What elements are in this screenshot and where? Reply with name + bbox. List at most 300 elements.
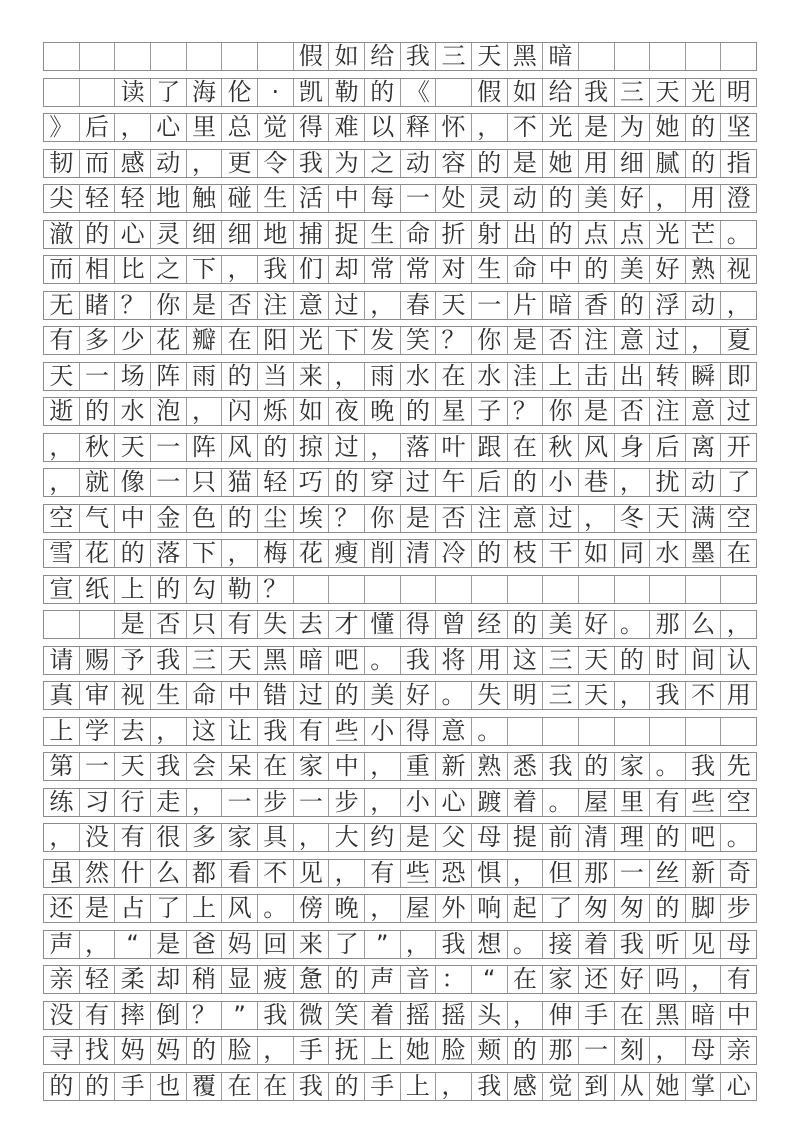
grid-cell-character: 踱 [471,789,507,816]
grid-cell-character: 但 [542,860,578,887]
grid-cell-character: 过 [542,505,578,532]
grid-cell-character: 步 [720,895,756,922]
grid-cell-character: 勾 [186,576,222,603]
grid-cell-character: 审 [79,682,115,709]
grid-cell-character: 风 [578,434,614,461]
grid-cell-character: 新 [435,753,471,780]
grid-cell-character: 手 [293,1037,329,1064]
grid-cell-character: 我 [257,718,293,745]
grid-cell-character: 好 [400,682,436,709]
grid-cell-empty [542,576,578,603]
grid-cell-character: 丝 [649,860,685,887]
grid-cell-character: 前 [542,824,578,851]
grid-cell-character: 在 [614,1002,650,1029]
grid-cell-character: 见 [685,931,721,958]
grid-cell-character: 是 [150,931,186,958]
grid-cell-character: 我 [614,931,650,958]
grid-cell-character: 笑 [400,327,436,354]
grid-cell-character: 一 [79,363,115,390]
grid-cell-character: 指 [720,150,756,177]
grid-cell-character: 一 [221,789,257,816]
grid-cell-character: 三 [542,647,578,674]
grid-cell-character: 着 [578,931,614,958]
grid-cell-character: 点 [578,221,614,248]
grid-cell-character: 得 [293,114,329,141]
grid-cell-character: 的 [471,540,507,567]
grid-cell-character: 细 [614,150,650,177]
grid-cell-character: ， [364,434,400,461]
grid-cell-character: 你 [364,505,400,532]
grid-cell-character: 妈 [114,1037,150,1064]
manuscript-row [43,575,757,604]
grid-cell-character: 步 [328,789,364,816]
grid-cell-character: 是 [400,824,436,851]
manuscript-row [43,1036,757,1065]
grid-cell-character: 视 [720,256,756,283]
grid-cell-character: 更 [221,150,257,177]
grid-cell-character: ， [186,398,222,425]
grid-cell-character: 过 [328,292,364,319]
grid-cell-character: 步 [257,789,293,816]
grid-cell-character: 心 [114,221,150,248]
grid-cell-character: 接 [542,931,578,958]
grid-cell-character: 对 [435,256,471,283]
grid-cell-character: 的 [400,398,436,425]
grid-cell-character: 身 [614,434,650,461]
grid-cell-character: 将 [435,647,471,674]
grid-cell-character: ？ [507,398,543,425]
grid-cell-character: 认 [720,647,756,674]
grid-cell-character: 光 [649,221,685,248]
grid-cell-empty [400,576,436,603]
grid-cell-character: 没 [49,1001,74,1029]
manuscript-row [43,362,757,391]
grid-cell-character: 水 [649,540,685,567]
grid-cell-character: 显 [221,966,257,993]
grid-cell-character: ， [49,469,74,496]
grid-cell-character: 有 [221,611,257,638]
grid-cell-character: 的 [578,256,614,283]
grid-cell-character: 声 [49,930,74,958]
grid-cell-empty [328,576,364,603]
grid-cell-character: 疲 [257,966,293,993]
grid-cell-character: 具 [257,824,293,851]
grid-cell-character: 瓣 [186,327,222,354]
grid-cell-character: 错 [257,682,293,709]
grid-cell-character: 的 [542,185,578,212]
grid-cell-character: 注 [578,327,614,354]
grid-cell-character: 空 [720,789,756,816]
grid-cell-character: 香 [578,292,614,319]
grid-cell-character: ， [150,718,186,745]
manuscript-row [43,504,757,533]
grid-cell-character: 意 [685,398,721,425]
grid-cell-character: 上 [542,363,578,390]
grid-cell-character: 伸 [542,1002,578,1029]
grid-cell-character: 天 [114,753,150,780]
grid-cell-character: 那 [578,860,614,887]
grid-cell-character: 天 [49,362,74,390]
grid-cell-character: 笑 [328,1002,364,1029]
grid-cell-character: 我 [435,931,471,958]
grid-cell-character: 熟 [685,256,721,283]
grid-cell-character: 一 [293,789,329,816]
grid-cell-character: 同 [614,540,650,567]
grid-cell-character: 些 [685,789,721,816]
grid-cell-character: 瘦 [328,540,364,567]
grid-cell-character: 恐 [435,860,471,887]
grid-cell-character: 家 [293,753,329,780]
grid-cell-character: 中 [328,185,364,212]
grid-cell-character: ， [221,540,257,567]
grid-cell-character: 秋 [79,434,115,461]
grid-cell-character: 多 [79,327,115,354]
grid-cell-character: 中 [114,505,150,532]
grid-cell-character: 相 [79,256,115,283]
grid-cell-character: 声 [364,966,400,993]
grid-cell-character: 心 [150,114,186,141]
grid-cell-character: 你 [150,292,186,319]
grid-cell-character: 逝 [49,398,74,425]
grid-cell-character: 的 [614,647,650,674]
grid-cell-character: 否 [614,398,650,425]
grid-cell-empty [79,79,115,106]
grid-cell-character: 里 [614,789,650,816]
grid-cell-character: 勒 [221,576,257,603]
grid-cell-character: 就 [79,469,115,496]
grid-cell-character: 睹 [79,292,115,319]
grid-cell-character: 刻 [614,1037,650,1064]
grid-cell-character: 脸 [435,1037,471,1064]
grid-cell-character: 的 [79,1073,115,1100]
grid-cell-character: 过 [720,398,756,425]
grid-cell-character: 坚 [720,114,756,141]
grid-cell-character: 勒 [328,79,364,106]
grid-cell-empty [649,43,685,70]
grid-cell-character: 埃 [293,505,329,532]
grid-cell-character: 命 [507,256,543,283]
grid-cell-character: 我 [685,753,721,780]
grid-cell-character: 响 [471,895,507,922]
grid-cell-character: 发 [364,327,400,354]
grid-cell-character: 美 [542,611,578,638]
grid-cell-character: 有 [364,860,400,887]
grid-cell-character: 吗 [649,966,685,993]
grid-cell-character: ， [328,363,364,390]
manuscript-row [43,468,757,497]
grid-cell-character: 灵 [471,185,507,212]
grid-cell-character: 上 [400,1073,436,1100]
grid-cell-character: 你 [542,398,578,425]
grid-cell-character: 生 [150,682,186,709]
grid-cell-character: 如 [507,79,543,106]
grid-cell-character: 脚 [685,895,721,922]
grid-cell-empty [614,718,650,745]
grid-cell-character: 音 [400,966,436,993]
grid-cell-character: 气 [79,505,115,532]
grid-cell-character: 了 [150,895,186,922]
grid-cell-character: 覆 [186,1073,222,1100]
grid-cell-character: ， [400,931,436,958]
grid-cell-character: 假 [293,43,329,70]
grid-cell-character: 妈 [150,1037,186,1064]
manuscript-row [43,1001,757,1030]
grid-cell-character: 秋 [542,434,578,461]
grid-cell-character: 三 [542,682,578,709]
grid-cell-character: 虽 [49,859,74,887]
grid-cell-character: 一 [150,469,186,496]
grid-cell-character: 过 [649,327,685,354]
grid-cell-character: 的 [649,824,685,851]
grid-cell-empty [257,43,293,70]
grid-cell-character: 的 [79,221,115,248]
grid-cell-empty [44,611,79,638]
grid-cell-character: 好 [649,256,685,283]
grid-cell-character: 。 [257,895,293,922]
grid-cell-character: 天 [114,434,150,461]
grid-cell-character: 如 [293,398,329,425]
grid-cell-character: 。 [614,611,650,638]
grid-cell-character: “ [471,966,507,993]
grid-cell-character: 曾 [435,611,471,638]
grid-cell-character: 妈 [221,931,257,958]
grid-cell-character: 失 [471,682,507,709]
manuscript-row [43,539,757,568]
grid-cell-character: 一 [400,185,436,212]
grid-cell-character: 水 [471,363,507,390]
grid-cell-character: 摇 [435,1002,471,1029]
grid-cell-character: 闪 [221,398,257,425]
grid-cell-character: 活 [293,185,329,212]
grid-cell-character: 让 [221,718,257,745]
grid-cell-character: 重 [400,753,436,780]
grid-cell-character: 怀 [435,114,471,141]
grid-cell-empty [720,718,756,745]
grid-cell-character: 下 [186,540,222,567]
grid-cell-character: 不 [685,682,721,709]
grid-cell-character: 我 [400,43,436,70]
grid-cell-character: 读 [114,79,150,106]
grid-cell-character: 腻 [649,150,685,177]
grid-cell-character: 得 [400,718,436,745]
grid-cell-character: 我 [578,79,614,106]
grid-cell-character: 生 [364,221,400,248]
manuscript-row [43,823,757,852]
grid-cell-empty [79,611,115,638]
grid-cell-character: 熟 [471,753,507,780]
grid-cell-character: 给 [364,43,400,70]
grid-cell-character: 得 [400,611,436,638]
grid-cell-character: 像 [114,469,150,496]
grid-cell-character: 无 [49,291,74,319]
grid-cell-character: 瞬 [685,363,721,390]
grid-cell-character: 落 [150,540,186,567]
grid-cell-character: 好 [614,185,650,212]
grid-cell-character: 总 [221,114,257,141]
grid-cell-character: ” [364,931,400,958]
grid-cell-character: 习 [79,789,115,816]
grid-cell-character: 比 [114,256,150,283]
grid-cell-character: ， [221,256,257,283]
grid-cell-character: 晚 [364,398,400,425]
grid-cell-character: “ [114,931,150,958]
grid-cell-character: 明 [720,79,756,106]
grid-cell-character: 到 [578,1073,614,1100]
grid-cell-character: 烁 [257,398,293,425]
grid-cell-character: 春 [400,292,436,319]
grid-cell-character: 小 [400,789,436,816]
grid-cell-character: 那 [542,1037,578,1064]
grid-cell-character: 意 [614,327,650,354]
manuscript-row [43,149,757,178]
grid-cell-character: ？ [328,505,364,532]
grid-cell-character: 去 [114,718,150,745]
grid-cell-character: 走 [150,789,186,816]
grid-cell-character: 容 [435,150,471,177]
manuscript-row [43,433,757,462]
grid-cell-character: 轻 [257,469,293,496]
grid-cell-character: 么 [150,860,186,887]
grid-cell-character: 的 [221,505,257,532]
grid-cell-character: 上 [114,576,150,603]
grid-cell-character: 都 [186,860,222,887]
grid-cell-character: 以 [364,114,400,141]
grid-cell-character: 起 [507,895,543,922]
grid-cell-empty [685,718,721,745]
grid-cell-character: 间 [685,647,721,674]
grid-cell-empty [685,43,721,70]
grid-cell-character: 芒 [685,221,721,248]
grid-cell-character: 开 [720,434,756,461]
grid-cell-character: 的 [507,469,543,496]
grid-cell-empty [614,576,650,603]
grid-cell-character: 光 [542,114,578,141]
grid-cell-character: 头 [471,1002,507,1029]
grid-cell-character: 有 [114,824,150,851]
grid-cell-character: 注 [649,398,685,425]
grid-cell-character: ？ [257,576,293,603]
grid-cell-character: 先 [720,753,756,780]
grid-cell-empty [114,43,150,70]
grid-cell-empty [435,576,471,603]
manuscript-row [43,326,757,355]
grid-cell-empty [578,718,614,745]
grid-cell-character: 回 [257,931,293,958]
grid-cell-character: 凯 [293,79,329,106]
grid-cell-character: 也 [150,1073,186,1100]
grid-cell-character: 。 [435,682,471,709]
grid-cell-character: 来 [293,931,329,958]
grid-cell-character: ， [614,682,650,709]
grid-cell-character: 雨 [364,363,400,390]
grid-cell-character: 中 [720,1002,756,1029]
grid-cell-character: 。 [649,753,685,780]
grid-cell-character: 那 [649,611,685,638]
grid-cell-character: 阵 [186,434,222,461]
grid-cell-character: 在 [221,1073,257,1100]
grid-cell-empty [293,576,329,603]
grid-cell-character: 光 [685,79,721,106]
grid-cell-character: 子 [471,398,507,425]
manuscript-row [43,965,757,994]
grid-cell-character: 如 [578,540,614,567]
grid-cell-character: 色 [186,505,222,532]
grid-cell-character: 请 [49,646,74,674]
grid-cell-character: 天 [471,43,507,70]
grid-cell-character: 捕 [293,221,329,248]
grid-cell-character: 爸 [186,931,222,958]
grid-cell-character: 的 [114,540,150,567]
grid-cell-character: 的 [328,682,364,709]
grid-cell-character: 的 [364,79,400,106]
grid-cell-character: 是 [507,327,543,354]
grid-cell-character: 时 [649,647,685,674]
grid-cell-character: ， [649,1037,685,1064]
grid-cell-character: 。 [507,931,543,958]
grid-cell-character: 墨 [685,540,721,567]
grid-cell-character: 是 [400,505,436,532]
grid-cell-character: 而 [79,150,115,177]
grid-cell-character: 着 [507,789,543,816]
grid-cell-character: 想 [471,931,507,958]
grid-cell-character: 。 [471,718,507,745]
grid-cell-character: 伦 [221,79,257,106]
grid-cell-character: 来 [293,363,329,390]
grid-cell-empty [221,43,257,70]
grid-cell-character: 韧 [49,149,74,177]
grid-cell-character: 的 [542,221,578,248]
grid-cell-character: 折 [435,221,471,248]
grid-cell-character: 在 [257,1073,293,1100]
grid-cell-character: 削 [364,540,400,567]
grid-cell-character: 脸 [221,1037,257,1064]
grid-cell-empty [542,718,578,745]
grid-cell-character: 我 [150,647,186,674]
manuscript-row [43,717,757,746]
composition-sheet [43,42,757,1107]
grid-cell-character: 动 [150,150,186,177]
grid-cell-character: ， [720,611,756,638]
grid-cell-empty [578,576,614,603]
grid-cell-character: 地 [150,185,186,212]
grid-cell-character: 即 [720,363,756,390]
grid-cell-character: 觉 [257,114,293,141]
grid-cell-character: ， [257,1037,293,1064]
grid-cell-character: 的 [649,895,685,922]
grid-cell-character: 为 [328,150,364,177]
grid-cell-character: 奇 [720,860,756,887]
grid-cell-character: 的 [328,966,364,993]
grid-cell-character: 之 [150,256,186,283]
grid-cell-character: 洼 [507,363,543,390]
grid-cell-character: 约 [364,824,400,851]
grid-cell-character: 在 [720,540,756,567]
manuscript-row [43,291,757,320]
grid-cell-character: 是 [507,150,543,177]
grid-cell-character: 行 [114,789,150,816]
grid-cell-character: 颊 [471,1037,507,1064]
grid-cell-character: 傍 [293,895,329,922]
grid-cell-character: 觉 [542,1073,578,1100]
grid-cell-character: 一 [471,292,507,319]
grid-cell-character: 学 [79,718,115,745]
grid-cell-character: ， [685,327,721,354]
grid-cell-character: 真 [49,682,74,709]
grid-cell-character: 倒 [150,1002,186,1029]
grid-cell-character: 家 [614,753,650,780]
grid-cell-character: ， [685,966,721,993]
grid-cell-character: 天 [578,682,614,709]
